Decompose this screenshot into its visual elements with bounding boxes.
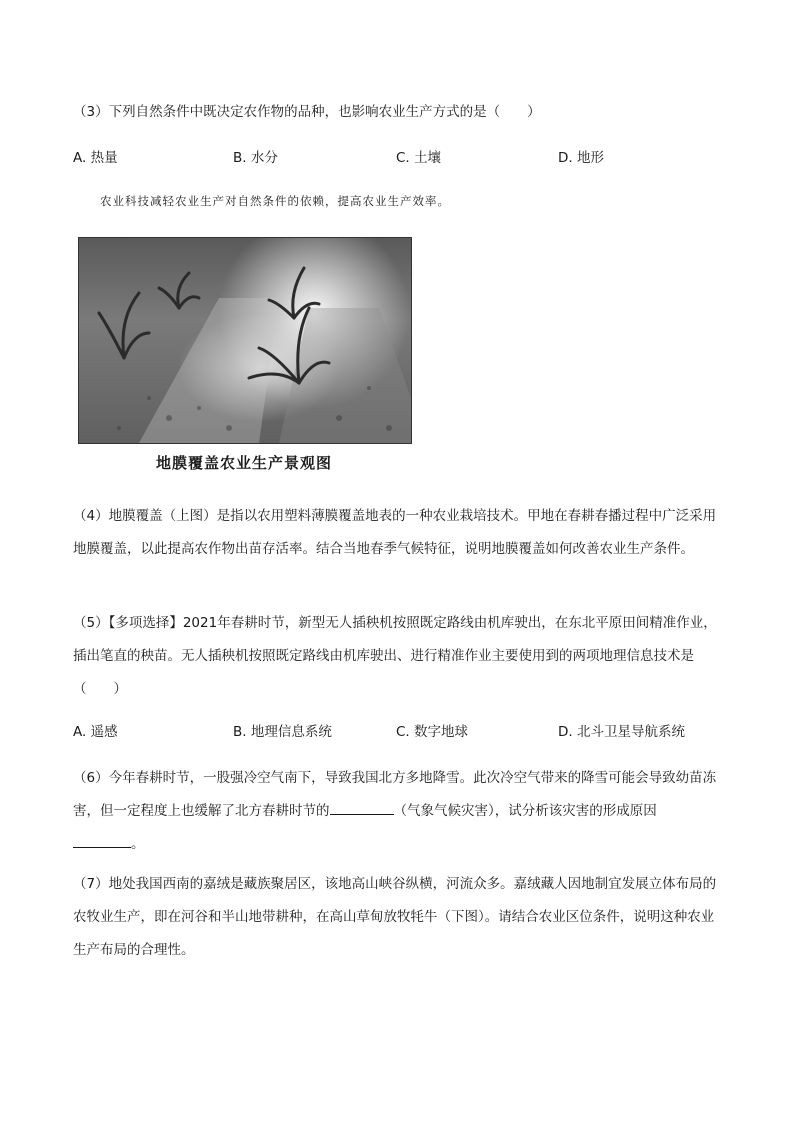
answer-blank-1[interactable] bbox=[330, 813, 394, 815]
q3-option-d[interactable]: D. 地形 bbox=[558, 150, 604, 166]
figure-caption: 地膜覆盖农业生产景观图 bbox=[155, 454, 332, 472]
question-6-text-part1: （6）今年春耕时节，一股强冷空气南下，导致我国北方多地降雪。此次冷空气带来的降雪可能会导致幼苗冻害，但一定程度上也缓解了北方春耕时节的 bbox=[73, 770, 717, 819]
question-5-text: （5）【多项选择】2021年春耕时节，新型无人插秧机按照既定路线由机库驶出，在东北平原田间精准作业，插出笔直的秧苗。无人插秧机按照既定路线由机库驶出、进行精准作业主要使用到的两项地理信息技术是（ ） bbox=[73, 615, 717, 697]
answer-blank-2[interactable] bbox=[73, 846, 131, 848]
q3-option-a[interactable]: A. 热量 bbox=[73, 150, 118, 166]
question-7-text: （7）地处我国西南的嘉绒是藏族聚居区，该地高山峡谷纵横，河流众多。嘉绒藏人因地制宜发展立体布局的农牧业生产，即在河谷和半山地带耕种，在高山草甸放牧牦牛（下图）。请结合农业区位条件，说明这种农业生产布局的合理性。 bbox=[73, 876, 717, 958]
question-3-options bbox=[73, 146, 721, 168]
question-6-text-part3: 。 bbox=[131, 836, 145, 852]
plastic-mulch-farmland-photo bbox=[78, 237, 412, 444]
technology-note: 农业科技减轻农业生产对自然条件的依赖，提高农业生产效率。 bbox=[100, 194, 450, 208]
question-6-text-part2: （气象气候灾害），试分析该灾害的形成原因 bbox=[393, 803, 657, 819]
question-3-stem: （3）下列自然条件中既决定农作物的品种，也影响农业生产方式的是（ ） bbox=[73, 104, 541, 120]
q3-option-c[interactable]: C. 土壤 bbox=[396, 150, 442, 166]
q3-option-b[interactable]: B. 水分 bbox=[233, 150, 278, 166]
q5-option-b[interactable]: B. 地理信息系统 bbox=[233, 724, 332, 740]
q5-option-d[interactable]: D. 北斗卫星导航系统 bbox=[558, 724, 685, 740]
question-5-options bbox=[73, 720, 721, 742]
q5-option-a[interactable]: A. 遥感 bbox=[73, 724, 118, 740]
q5-option-c[interactable]: C. 数字地球 bbox=[396, 724, 469, 740]
question-4-text: （4）地膜覆盖（上图）是指以农用塑料薄膜覆盖地表的一种农业栽培技术。甲地在春耕春播过程中广泛采用地膜覆盖，以此提高农作物出苗存活率。结合当地春季气候特征，说明地膜覆盖如何改善农业生产条件。 bbox=[73, 508, 717, 557]
crop-seedlings-illustration bbox=[79, 238, 411, 443]
question-6 bbox=[73, 762, 721, 861]
